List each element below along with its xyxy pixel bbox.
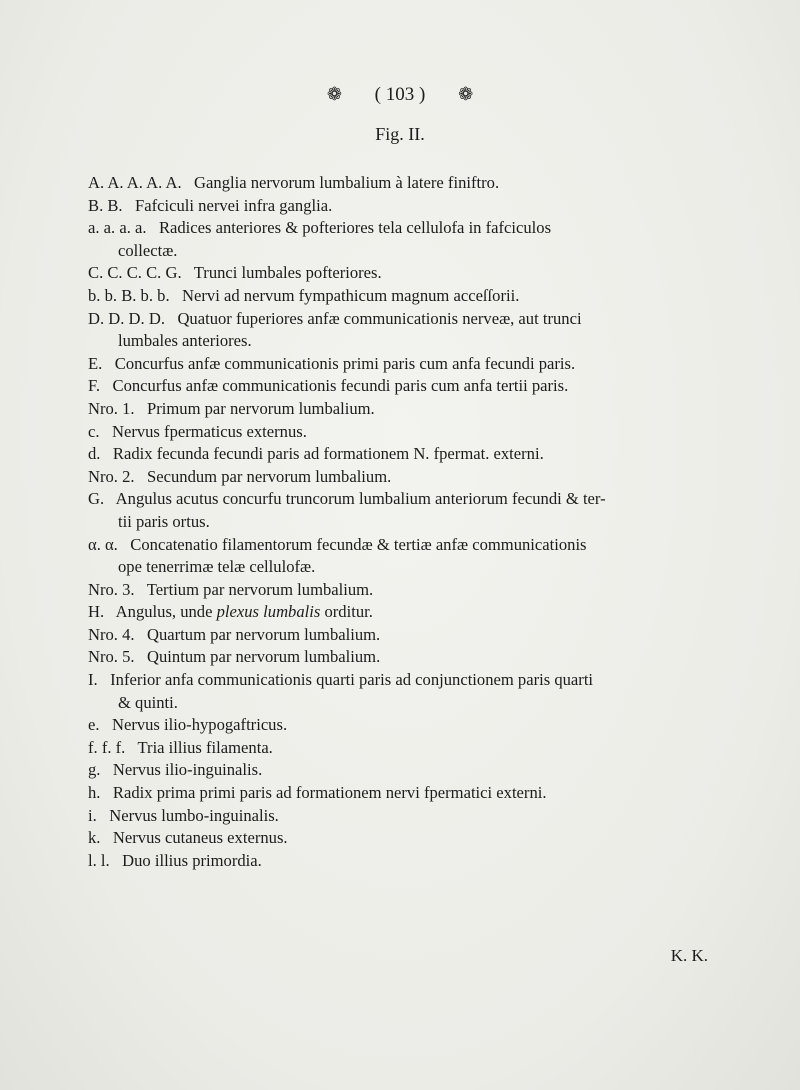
entry-text: Tertium par nervorum lumbalium. (146, 579, 374, 599)
entry-text: Quatuor fuperiores anfæ communicationis nerveæ, aut trunci (177, 308, 582, 328)
entry-description (113, 760, 262, 779)
entry-text: Concurfus anfæ communicationis primi paris cum anfa fecundi paris. (114, 353, 576, 373)
legend-entry (88, 805, 738, 828)
legend-entry (88, 308, 738, 353)
legend-entry (88, 375, 738, 398)
entry-key: k. (88, 828, 101, 848)
signature: K. K. (670, 946, 708, 965)
legend-entry (88, 579, 738, 602)
entry-key: Nro. 5. (88, 647, 135, 667)
legend-entry (88, 782, 738, 805)
entry-key: l. l. (88, 850, 110, 870)
entry-description (182, 286, 519, 305)
entry-text: Concatenatio filamentorum fecundæ & tertiæ anfæ communicationis (130, 534, 587, 554)
entry-text: Ganglia nervorum lumbalium à latere finiftro. (194, 173, 500, 192)
legend-entry (88, 827, 738, 850)
entry-key: C. C. C. C. G. (88, 263, 182, 283)
entry-description (122, 851, 262, 870)
legend-entry (88, 443, 738, 466)
legend-entry (88, 353, 738, 376)
entry-text: Nervus ilio-inguinalis. (112, 760, 263, 780)
legend-list (88, 172, 738, 872)
legend-entry (88, 421, 738, 444)
legend-entry (88, 624, 738, 647)
entry-key: h. (88, 783, 101, 803)
entry-text: Nervus cutaneus externus. (112, 828, 288, 848)
legend-entry (88, 534, 738, 579)
legend-entry (88, 714, 738, 737)
entry-key: Nro. 2. (88, 466, 135, 486)
entry-key: I. (88, 670, 98, 690)
entry-continuation: lumbales anteriores. (118, 331, 252, 351)
legend-entry (88, 398, 738, 421)
entry-description (135, 196, 332, 215)
entry-description (147, 625, 380, 644)
entry-text: Trunci lumbales pofteriores. (193, 263, 382, 283)
entry-key: f. f. f. (88, 737, 126, 757)
entry-key: α. α. (88, 534, 118, 554)
ornament-right-icon: ❁ (458, 84, 474, 104)
entry-description (113, 828, 288, 847)
entry-description (112, 422, 307, 441)
entry-text: Secundum par nervorum lumbalium. (147, 466, 392, 486)
entry-text: Nervus ilio-hypogaftricus. (111, 715, 288, 735)
entry-continuation: & quinti. (118, 692, 178, 712)
figure-label: Fig. II. (375, 124, 425, 144)
legend-entry (88, 601, 738, 624)
legend-entry (88, 285, 738, 308)
entry-description (116, 489, 606, 508)
entry-description (109, 806, 279, 825)
entry-text: Quartum par nervorum lumbalium. (147, 624, 381, 644)
legend-entry (88, 172, 738, 195)
entry-continuation: collectæ. (118, 240, 178, 260)
entry-key: B. B. (88, 195, 123, 215)
entry-description (147, 399, 375, 418)
entry-description (177, 309, 581, 328)
entry-description (137, 738, 272, 757)
entry-text: Duo illius primordia. (122, 850, 262, 870)
entry-text: Radices anteriores & pofteriores tela cellulofa in fafciculos (158, 218, 552, 238)
entry-key: c. (88, 421, 100, 441)
legend-entry (88, 737, 738, 760)
entry-text: Nervi ad nervum fympathicum magnum acceſſorii. (182, 285, 520, 305)
entry-description (147, 467, 391, 486)
entry-text: Nervus lumbo-inguinalis. (109, 805, 279, 825)
entry-text-after: orditur. (324, 602, 373, 622)
entry-text: Quintum par nervorum lumbalium. (147, 647, 381, 667)
legend-entry (88, 217, 738, 262)
entry-text: Nervus fpermaticus externus. (111, 421, 307, 441)
legend-entry (88, 850, 738, 873)
entry-text: Angulus, unde (115, 602, 213, 622)
entry-key: G. (88, 489, 105, 509)
legend-entry (88, 466, 738, 489)
entry-key: D. D. D. D. (88, 308, 165, 328)
entry-description (112, 715, 287, 734)
entry-continuation: tii paris ortus. (118, 511, 210, 531)
entry-key: F. (88, 376, 101, 396)
entry-key: a. a. a. a. (88, 218, 147, 238)
entry-key: A. A. A. A. A. (88, 173, 182, 192)
entry-description (116, 602, 373, 621)
entry-description (147, 647, 380, 666)
entry-text: Fafciculi nervei infra ganglia. (135, 195, 333, 215)
entry-description (147, 580, 374, 599)
entry-key: Nro. 3. (88, 579, 135, 599)
entry-description (110, 670, 593, 689)
legend-entry (88, 646, 738, 669)
entry-description (194, 263, 382, 282)
entry-text: Radix fecunda fecundi paris ad formationem N. fpermat. externi. (112, 444, 544, 464)
entry-text: Angulus acutus concurfu truncorum lumbalium anteriorum fecundi & ter- (115, 489, 606, 509)
entry-key: Nro. 4. (88, 624, 135, 644)
entry-description (130, 535, 586, 554)
entry-description (194, 173, 499, 192)
entry-description (113, 783, 547, 802)
legend-entry (88, 488, 738, 533)
entry-key: E. (88, 353, 103, 373)
legend-entry (88, 669, 738, 714)
entry-italic-term: plexus lumbalis (216, 602, 321, 622)
entry-key: H. (88, 602, 105, 622)
entry-description (113, 444, 544, 463)
entry-text: Tria illius filamenta. (137, 737, 273, 757)
entry-text: Radix prima primi paris ad formationem nervi fpermatici externi. (112, 783, 547, 803)
entry-key: g. (88, 760, 101, 780)
entry-text: Inferior anfa communicationis quarti paris ad conjunctionem paris quarti (110, 670, 594, 690)
entry-key: i. (88, 805, 97, 825)
legend-entry (88, 195, 738, 218)
entry-description (115, 354, 575, 373)
page-number: ( 103 ) (374, 84, 426, 105)
entry-description (113, 376, 569, 395)
entry-text: Primum par nervorum lumbalium. (147, 398, 375, 418)
entry-text: Concurfus anfæ communicationis fecundi paris cum anfa tertii paris. (112, 376, 569, 396)
legend-entry (88, 759, 738, 782)
entry-key: Nro. 1. (88, 398, 135, 418)
legend-entry (88, 262, 738, 285)
ornament-left-icon: ❁ (326, 84, 342, 104)
entry-key: e. (88, 715, 100, 735)
entry-description (159, 218, 551, 237)
page-header (0, 84, 800, 106)
entry-key: b. b. B. b. b. (88, 285, 170, 305)
entry-key: d. (88, 444, 101, 464)
entry-continuation: ope tenerrimæ telæ cellulofæ. (118, 557, 316, 577)
